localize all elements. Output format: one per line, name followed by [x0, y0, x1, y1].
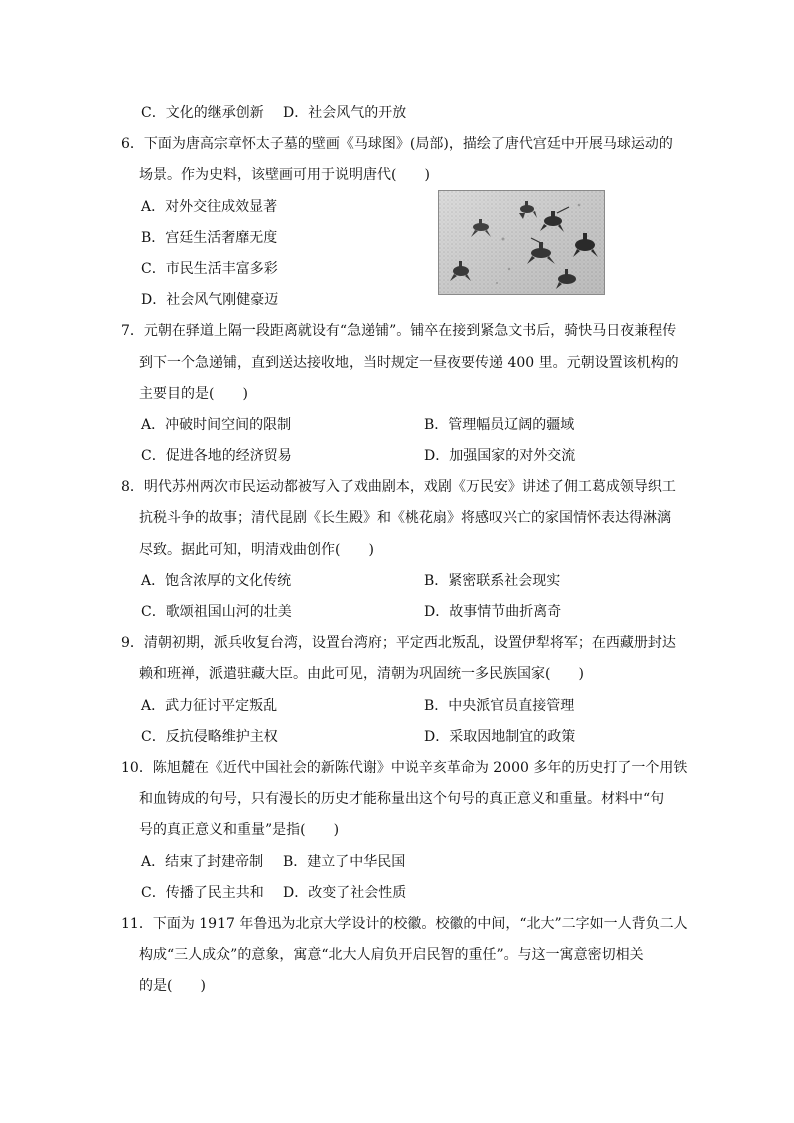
option-a: A．武力征讨平定叛乱	[141, 698, 278, 714]
question-text-line: 和血铸成的句号，只有漫长的历史才能称量出这个句号的真正意义和重量。材料中“句	[139, 791, 665, 807]
polo-mural-image	[438, 190, 605, 295]
option-c: C．促进各地的经济贸易	[141, 448, 292, 464]
question-text-line: 尽致。据此可知，明清戏曲创作( )	[139, 542, 374, 558]
question-text-line: 10．陈旭麓在《近代中国社会的新陈代谢》中说辛亥革命为 2000 多年的历史打了一个用铁	[121, 760, 688, 776]
option-c: C．文化的继承创新	[141, 105, 264, 121]
question-text-line: 的是( )	[139, 978, 206, 994]
question-text-line: 主要目的是( )	[139, 386, 248, 402]
option-c: C．歌颂祖国山河的壮美	[141, 604, 292, 620]
option-b: B．管理幅员辽阔的疆域	[424, 417, 575, 433]
option-a: A．饱含浓厚的文化传统	[141, 573, 292, 589]
question-text-line: 赖和班禅，派遣驻藏大臣。由此可见，清朝为巩固统一多民族国家( )	[139, 666, 584, 682]
option-a: A．对外交往成效显著	[141, 199, 278, 215]
option-d: D．加强国家的对外交流	[424, 448, 576, 464]
question-text-line: 抗税斗争的故事；清代昆剧《长生殿》和《桃花扇》将感叹兴亡的家国情怀表达得淋漓	[139, 510, 671, 526]
question-text-line: 到下一个急递铺，直到送达接收地，当时规定一昼夜要传递 400 里。元朝设置该机构的	[139, 355, 679, 371]
question-text-line: 构成“三人成众”的意象，寓意“北大人肩负开启民智的重任”。与这一寓意密切相关	[139, 947, 644, 963]
option-a: A．冲破时间空间的限制	[141, 417, 292, 433]
option-d: D．社会风气的开放	[283, 105, 407, 121]
option-c: C．市民生活丰富多彩	[141, 261, 278, 277]
option-d: D．社会风气刚健豪迈	[141, 292, 279, 308]
question-text-line: 9．清朝初期，派兵收复台湾，设置台湾府；平定西北叛乱，设置伊犁将军；在西藏册封达	[121, 635, 676, 651]
option-b: B．建立了中华民国	[283, 854, 406, 870]
option-b: B．中央派官员直接管理	[424, 698, 575, 714]
option-d: D．改变了社会性质	[283, 885, 407, 901]
option-c: C．反抗侵略维护主权	[141, 729, 278, 745]
question-text-line: 8．明代苏州两次市民运动都被写入了戏曲剧本，戏剧《万民安》讲述了佣工葛成领导织工	[121, 479, 676, 495]
option-b: B．紧密联系社会现实	[424, 573, 561, 589]
option-d: D．采取因地制宜的政策	[424, 729, 576, 745]
question-text-line: 11．下面为 1917 年鲁迅为北京大学设计的校徽。校徽的中间，“北大”二字如一人背负二人	[121, 916, 688, 932]
option-a: A．结束了封建帝制	[141, 854, 264, 870]
option-d: D．故事情节曲折离奇	[424, 604, 562, 620]
option-b: B．宫廷生活奢靡无度	[141, 230, 278, 246]
question-text-line: 6．下面为唐高宗章怀太子墓的壁画《马球图》(局部)，描绘了唐代宫廷中开展马球运动的	[121, 136, 673, 152]
question-text-line: 7．元朝在驿道上隔一段距离就设有“急递铺”。铺卒在接到紧急文书后，骑快马日夜兼程传	[121, 323, 677, 339]
question-text-line: 场景。作为史料，该壁画可用于说明唐代( )	[139, 167, 430, 183]
option-c: C．传播了民主共和	[141, 885, 264, 901]
question-text-line: 号的真正意义和重量”是指( )	[139, 822, 340, 838]
